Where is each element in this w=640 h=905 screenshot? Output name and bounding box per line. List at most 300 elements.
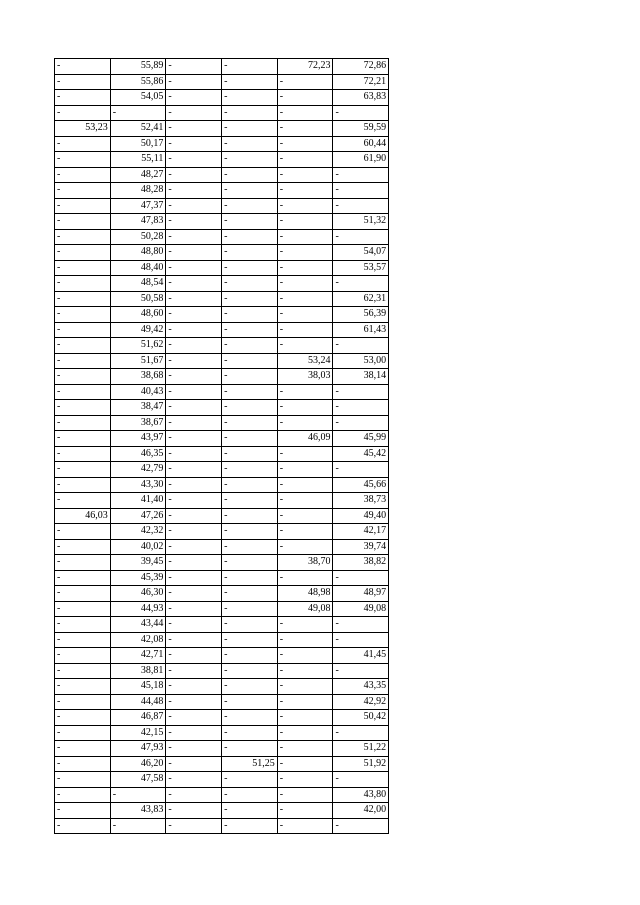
- table-cell: -: [166, 710, 222, 726]
- table-cell: -: [277, 167, 333, 183]
- table-cell: -: [277, 400, 333, 416]
- table-row: [55, 245, 389, 261]
- table-cell: -: [222, 524, 278, 540]
- table-cell: -: [222, 508, 278, 524]
- table-cell: -: [166, 105, 222, 121]
- table-cell: -: [277, 214, 333, 230]
- table-cell: -: [55, 167, 111, 183]
- table-row: [55, 198, 389, 214]
- data-table: [54, 58, 389, 834]
- table-cell: -: [222, 663, 278, 679]
- table-cell: -: [333, 663, 389, 679]
- table-cell: -: [166, 415, 222, 431]
- table-cell: 38,81: [110, 663, 166, 679]
- table-cell: -: [277, 322, 333, 338]
- table-cell: -: [222, 291, 278, 307]
- table-cell: -: [55, 245, 111, 261]
- table-cell: -: [166, 617, 222, 633]
- table-cell: -: [166, 446, 222, 462]
- table-row: [55, 462, 389, 478]
- table-row: [55, 694, 389, 710]
- table-cell: -: [333, 818, 389, 834]
- table-cell: -: [277, 524, 333, 540]
- table-cell: 46,30: [110, 586, 166, 602]
- table-row: [55, 338, 389, 354]
- table-cell: -: [55, 446, 111, 462]
- table-cell: -: [277, 462, 333, 478]
- table-cell: -: [222, 462, 278, 478]
- table-cell: 46,35: [110, 446, 166, 462]
- table-cell: -: [55, 400, 111, 416]
- table-row: [55, 663, 389, 679]
- table-cell: 44,93: [110, 601, 166, 617]
- table-cell: 38,03: [277, 369, 333, 385]
- table-cell: -: [277, 260, 333, 276]
- table-cell: -: [55, 741, 111, 757]
- table-cell: 45,99: [333, 431, 389, 447]
- table-cell: -: [277, 725, 333, 741]
- table-cell: -: [166, 679, 222, 695]
- table-cell: -: [277, 90, 333, 106]
- table-row: [55, 353, 389, 369]
- table-row: [55, 291, 389, 307]
- table-cell: -: [166, 524, 222, 540]
- table-cell: 48,27: [110, 167, 166, 183]
- table-row: [55, 570, 389, 586]
- table-cell: -: [222, 338, 278, 354]
- table-cell: -: [333, 276, 389, 292]
- table-cell: 49,08: [277, 601, 333, 617]
- table-row: [55, 431, 389, 447]
- table-cell: -: [222, 586, 278, 602]
- table-row: [55, 121, 389, 137]
- table-cell: -: [222, 353, 278, 369]
- table-cell: -: [55, 462, 111, 478]
- table-cell: -: [55, 276, 111, 292]
- table-cell: -: [55, 756, 111, 772]
- table-cell: -: [166, 508, 222, 524]
- table-cell: -: [166, 183, 222, 199]
- table-cell: 51,22: [333, 741, 389, 757]
- table-cell: -: [166, 570, 222, 586]
- table-cell: 53,00: [333, 353, 389, 369]
- table-cell: 48,98: [277, 586, 333, 602]
- table-cell: -: [55, 322, 111, 338]
- table-cell: -: [277, 245, 333, 261]
- table-cell: 40,43: [110, 384, 166, 400]
- table-cell: -: [277, 818, 333, 834]
- table-cell: -: [277, 384, 333, 400]
- table-cell: -: [222, 555, 278, 571]
- table-cell: -: [55, 570, 111, 586]
- table-cell: -: [55, 59, 111, 75]
- table-cell: -: [222, 601, 278, 617]
- table-cell: 46,09: [277, 431, 333, 447]
- table-cell: -: [222, 229, 278, 245]
- table-row: [55, 260, 389, 276]
- table-cell: -: [55, 555, 111, 571]
- table-cell: -: [55, 772, 111, 788]
- table-cell: -: [166, 74, 222, 90]
- table-cell: 53,57: [333, 260, 389, 276]
- table-cell: 55,86: [110, 74, 166, 90]
- table-cell: 42,08: [110, 632, 166, 648]
- table-cell: -: [166, 818, 222, 834]
- table-cell: -: [55, 524, 111, 540]
- table-cell: 50,42: [333, 710, 389, 726]
- table-cell: -: [333, 462, 389, 478]
- table-cell: -: [277, 617, 333, 633]
- table-row: [55, 617, 389, 633]
- table-cell: -: [55, 787, 111, 803]
- table-cell: 49,40: [333, 508, 389, 524]
- table-cell: -: [333, 183, 389, 199]
- table-cell: -: [55, 74, 111, 90]
- table-cell: 61,90: [333, 152, 389, 168]
- table-cell: -: [222, 245, 278, 261]
- table-cell: 52,41: [110, 121, 166, 137]
- table-cell: -: [55, 632, 111, 648]
- table-cell: -: [110, 787, 166, 803]
- table-cell: -: [55, 710, 111, 726]
- table-cell: -: [55, 617, 111, 633]
- table-cell: -: [55, 369, 111, 385]
- table-cell: 38,70: [277, 555, 333, 571]
- table-cell: -: [277, 136, 333, 152]
- table-row: [55, 586, 389, 602]
- table-cell: 43,97: [110, 431, 166, 447]
- table-cell: -: [277, 663, 333, 679]
- table-cell: 38,73: [333, 493, 389, 509]
- table-cell: -: [222, 214, 278, 230]
- table-row: [55, 725, 389, 741]
- table-row: [55, 229, 389, 245]
- table-cell: -: [166, 632, 222, 648]
- table-cell: 48,54: [110, 276, 166, 292]
- table-cell: -: [55, 136, 111, 152]
- table-cell: -: [333, 617, 389, 633]
- table-cell: -: [277, 679, 333, 695]
- table-cell: 42,32: [110, 524, 166, 540]
- table-cell: -: [166, 322, 222, 338]
- table-cell: -: [222, 648, 278, 664]
- table-cell: 40,02: [110, 539, 166, 555]
- table-cell: -: [55, 539, 111, 555]
- table-cell: 48,28: [110, 183, 166, 199]
- table-cell: 53,23: [55, 121, 111, 137]
- table-row: [55, 601, 389, 617]
- table-cell: -: [166, 384, 222, 400]
- table-row: [55, 493, 389, 509]
- table-cell: 50,58: [110, 291, 166, 307]
- table-cell: -: [55, 152, 111, 168]
- table-row: [55, 214, 389, 230]
- table-cell: 72,21: [333, 74, 389, 90]
- table-cell: 43,80: [333, 787, 389, 803]
- table-cell: -: [55, 431, 111, 447]
- table-cell: -: [55, 725, 111, 741]
- table-cell: -: [277, 493, 333, 509]
- table-row: [55, 741, 389, 757]
- table-cell: -: [55, 183, 111, 199]
- table-row: [55, 276, 389, 292]
- table-cell: -: [55, 291, 111, 307]
- table-row: [55, 555, 389, 571]
- table-cell: -: [333, 338, 389, 354]
- table-cell: 55,11: [110, 152, 166, 168]
- table-cell: 54,05: [110, 90, 166, 106]
- table-cell: -: [166, 787, 222, 803]
- table-row: [55, 539, 389, 555]
- table-cell: 48,60: [110, 307, 166, 323]
- table-cell: -: [277, 291, 333, 307]
- table-cell: -: [222, 818, 278, 834]
- table-row: [55, 787, 389, 803]
- table-row: [55, 400, 389, 416]
- table-cell: -: [110, 105, 166, 121]
- table-cell: -: [55, 477, 111, 493]
- table-row: [55, 183, 389, 199]
- table-cell: -: [166, 245, 222, 261]
- table-cell: 51,32: [333, 214, 389, 230]
- table-cell: 41,45: [333, 648, 389, 664]
- table-cell: -: [166, 462, 222, 478]
- table-cell: 72,86: [333, 59, 389, 75]
- table-cell: 51,62: [110, 338, 166, 354]
- table-cell: -: [222, 694, 278, 710]
- table-row: [55, 524, 389, 540]
- table-row: [55, 152, 389, 168]
- table-cell: -: [222, 90, 278, 106]
- table-row: [55, 446, 389, 462]
- table-cell: 42,92: [333, 694, 389, 710]
- table-cell: 38,82: [333, 555, 389, 571]
- table-cell: -: [166, 59, 222, 75]
- table-cell: 61,43: [333, 322, 389, 338]
- table-cell: 50,28: [110, 229, 166, 245]
- table-cell: -: [55, 198, 111, 214]
- table-cell: 45,39: [110, 570, 166, 586]
- table-cell: -: [55, 493, 111, 509]
- table-row: [55, 803, 389, 819]
- table-cell: 48,40: [110, 260, 166, 276]
- table-cell: -: [222, 477, 278, 493]
- table-cell: 42,00: [333, 803, 389, 819]
- table-cell: -: [166, 601, 222, 617]
- table-cell: 59,59: [333, 121, 389, 137]
- table-cell: -: [277, 756, 333, 772]
- table-cell: -: [166, 803, 222, 819]
- table-cell: 45,18: [110, 679, 166, 695]
- table-row: [55, 90, 389, 106]
- table-cell: -: [333, 384, 389, 400]
- table-cell: -: [277, 121, 333, 137]
- table-cell: -: [222, 59, 278, 75]
- table-cell: 47,93: [110, 741, 166, 757]
- table-cell: -: [277, 183, 333, 199]
- table-cell: 42,79: [110, 462, 166, 478]
- table-cell: 51,67: [110, 353, 166, 369]
- table-cell: -: [333, 415, 389, 431]
- table-cell: -: [277, 539, 333, 555]
- table-cell: -: [222, 446, 278, 462]
- table-cell: -: [222, 183, 278, 199]
- table-cell: -: [277, 772, 333, 788]
- table-cell: 48,80: [110, 245, 166, 261]
- table-cell: 51,25: [222, 756, 278, 772]
- table-cell: -: [166, 400, 222, 416]
- table-cell: -: [166, 136, 222, 152]
- table-cell: -: [55, 601, 111, 617]
- table-cell: -: [55, 229, 111, 245]
- table-cell: -: [166, 369, 222, 385]
- table-cell: -: [166, 663, 222, 679]
- table-cell: -: [277, 229, 333, 245]
- table-cell: -: [333, 198, 389, 214]
- table-cell: -: [55, 818, 111, 834]
- table-cell: 54,07: [333, 245, 389, 261]
- table-cell: 45,66: [333, 477, 389, 493]
- table-cell: -: [222, 725, 278, 741]
- table-cell: -: [222, 121, 278, 137]
- table-cell: -: [222, 679, 278, 695]
- table-cell: -: [55, 648, 111, 664]
- table-cell: -: [333, 105, 389, 121]
- table-cell: -: [166, 152, 222, 168]
- table-row: [55, 136, 389, 152]
- table-cell: 38,68: [110, 369, 166, 385]
- table-cell: 51,92: [333, 756, 389, 772]
- table-row: [55, 818, 389, 834]
- table-cell: -: [222, 322, 278, 338]
- table-row: [55, 508, 389, 524]
- table-row: [55, 322, 389, 338]
- table-cell: -: [333, 772, 389, 788]
- table-cell: -: [222, 167, 278, 183]
- table-cell: 49,42: [110, 322, 166, 338]
- table-row: [55, 384, 389, 400]
- table-cell: -: [277, 741, 333, 757]
- table-row: [55, 756, 389, 772]
- table-cell: -: [222, 369, 278, 385]
- table-body: [55, 59, 389, 834]
- table-row: [55, 648, 389, 664]
- table-cell: -: [55, 384, 111, 400]
- table-cell: 55,89: [110, 59, 166, 75]
- table-cell: -: [166, 741, 222, 757]
- table-cell: -: [277, 198, 333, 214]
- table-row: [55, 632, 389, 648]
- table-cell: -: [222, 276, 278, 292]
- table-cell: -: [333, 725, 389, 741]
- table-cell: -: [222, 539, 278, 555]
- table-row: [55, 369, 389, 385]
- table-cell: -: [166, 725, 222, 741]
- table-cell: -: [277, 338, 333, 354]
- table-cell: -: [55, 260, 111, 276]
- table-cell: -: [333, 570, 389, 586]
- table-cell: 60,44: [333, 136, 389, 152]
- table-row: [55, 710, 389, 726]
- table-cell: -: [222, 493, 278, 509]
- table-cell: -: [333, 229, 389, 245]
- table-cell: -: [222, 384, 278, 400]
- table-cell: -: [333, 400, 389, 416]
- table-cell: -: [166, 198, 222, 214]
- table-cell: 46,03: [55, 508, 111, 524]
- table-cell: 43,35: [333, 679, 389, 695]
- table-cell: -: [277, 446, 333, 462]
- table-cell: -: [55, 105, 111, 121]
- table-cell: 72,23: [277, 59, 333, 75]
- table-row: [55, 167, 389, 183]
- table-cell: -: [222, 198, 278, 214]
- table-cell: -: [166, 648, 222, 664]
- table-row: [55, 59, 389, 75]
- table-cell: 62,31: [333, 291, 389, 307]
- table-cell: -: [55, 90, 111, 106]
- table-cell: 38,14: [333, 369, 389, 385]
- table-cell: -: [166, 431, 222, 447]
- table-cell: 42,71: [110, 648, 166, 664]
- table-cell: 43,30: [110, 477, 166, 493]
- table-cell: -: [222, 74, 278, 90]
- table-row: [55, 679, 389, 695]
- table-cell: -: [277, 152, 333, 168]
- table-cell: -: [166, 694, 222, 710]
- table-cell: 39,74: [333, 539, 389, 555]
- table-cell: -: [166, 260, 222, 276]
- table-cell: 50,17: [110, 136, 166, 152]
- table-cell: 46,20: [110, 756, 166, 772]
- table-cell: -: [222, 152, 278, 168]
- table-cell: -: [55, 353, 111, 369]
- table-cell: 53,24: [277, 353, 333, 369]
- table-row: [55, 74, 389, 90]
- table-cell: -: [55, 586, 111, 602]
- table-cell: 42,17: [333, 524, 389, 540]
- table-cell: 46,87: [110, 710, 166, 726]
- table-row: [55, 307, 389, 323]
- table-cell: -: [222, 787, 278, 803]
- table-cell: -: [166, 307, 222, 323]
- table-cell: 49,08: [333, 601, 389, 617]
- table-cell: -: [277, 477, 333, 493]
- table-cell: -: [166, 772, 222, 788]
- table-cell: -: [166, 229, 222, 245]
- table-row: [55, 477, 389, 493]
- table-cell: -: [277, 632, 333, 648]
- table-cell: -: [166, 90, 222, 106]
- table-cell: 63,83: [333, 90, 389, 106]
- table-cell: -: [166, 276, 222, 292]
- table-cell: 48,97: [333, 586, 389, 602]
- table-cell: 39,45: [110, 555, 166, 571]
- table-cell: -: [55, 214, 111, 230]
- table-cell: 47,58: [110, 772, 166, 788]
- table-cell: -: [222, 632, 278, 648]
- table-cell: 56,39: [333, 307, 389, 323]
- table-cell: 43,44: [110, 617, 166, 633]
- table-row: [55, 415, 389, 431]
- table-cell: -: [222, 400, 278, 416]
- table-cell: -: [166, 338, 222, 354]
- table-cell: -: [277, 508, 333, 524]
- table-cell: -: [55, 679, 111, 695]
- table-cell: -: [166, 555, 222, 571]
- table-row: [55, 105, 389, 121]
- table-cell: -: [277, 276, 333, 292]
